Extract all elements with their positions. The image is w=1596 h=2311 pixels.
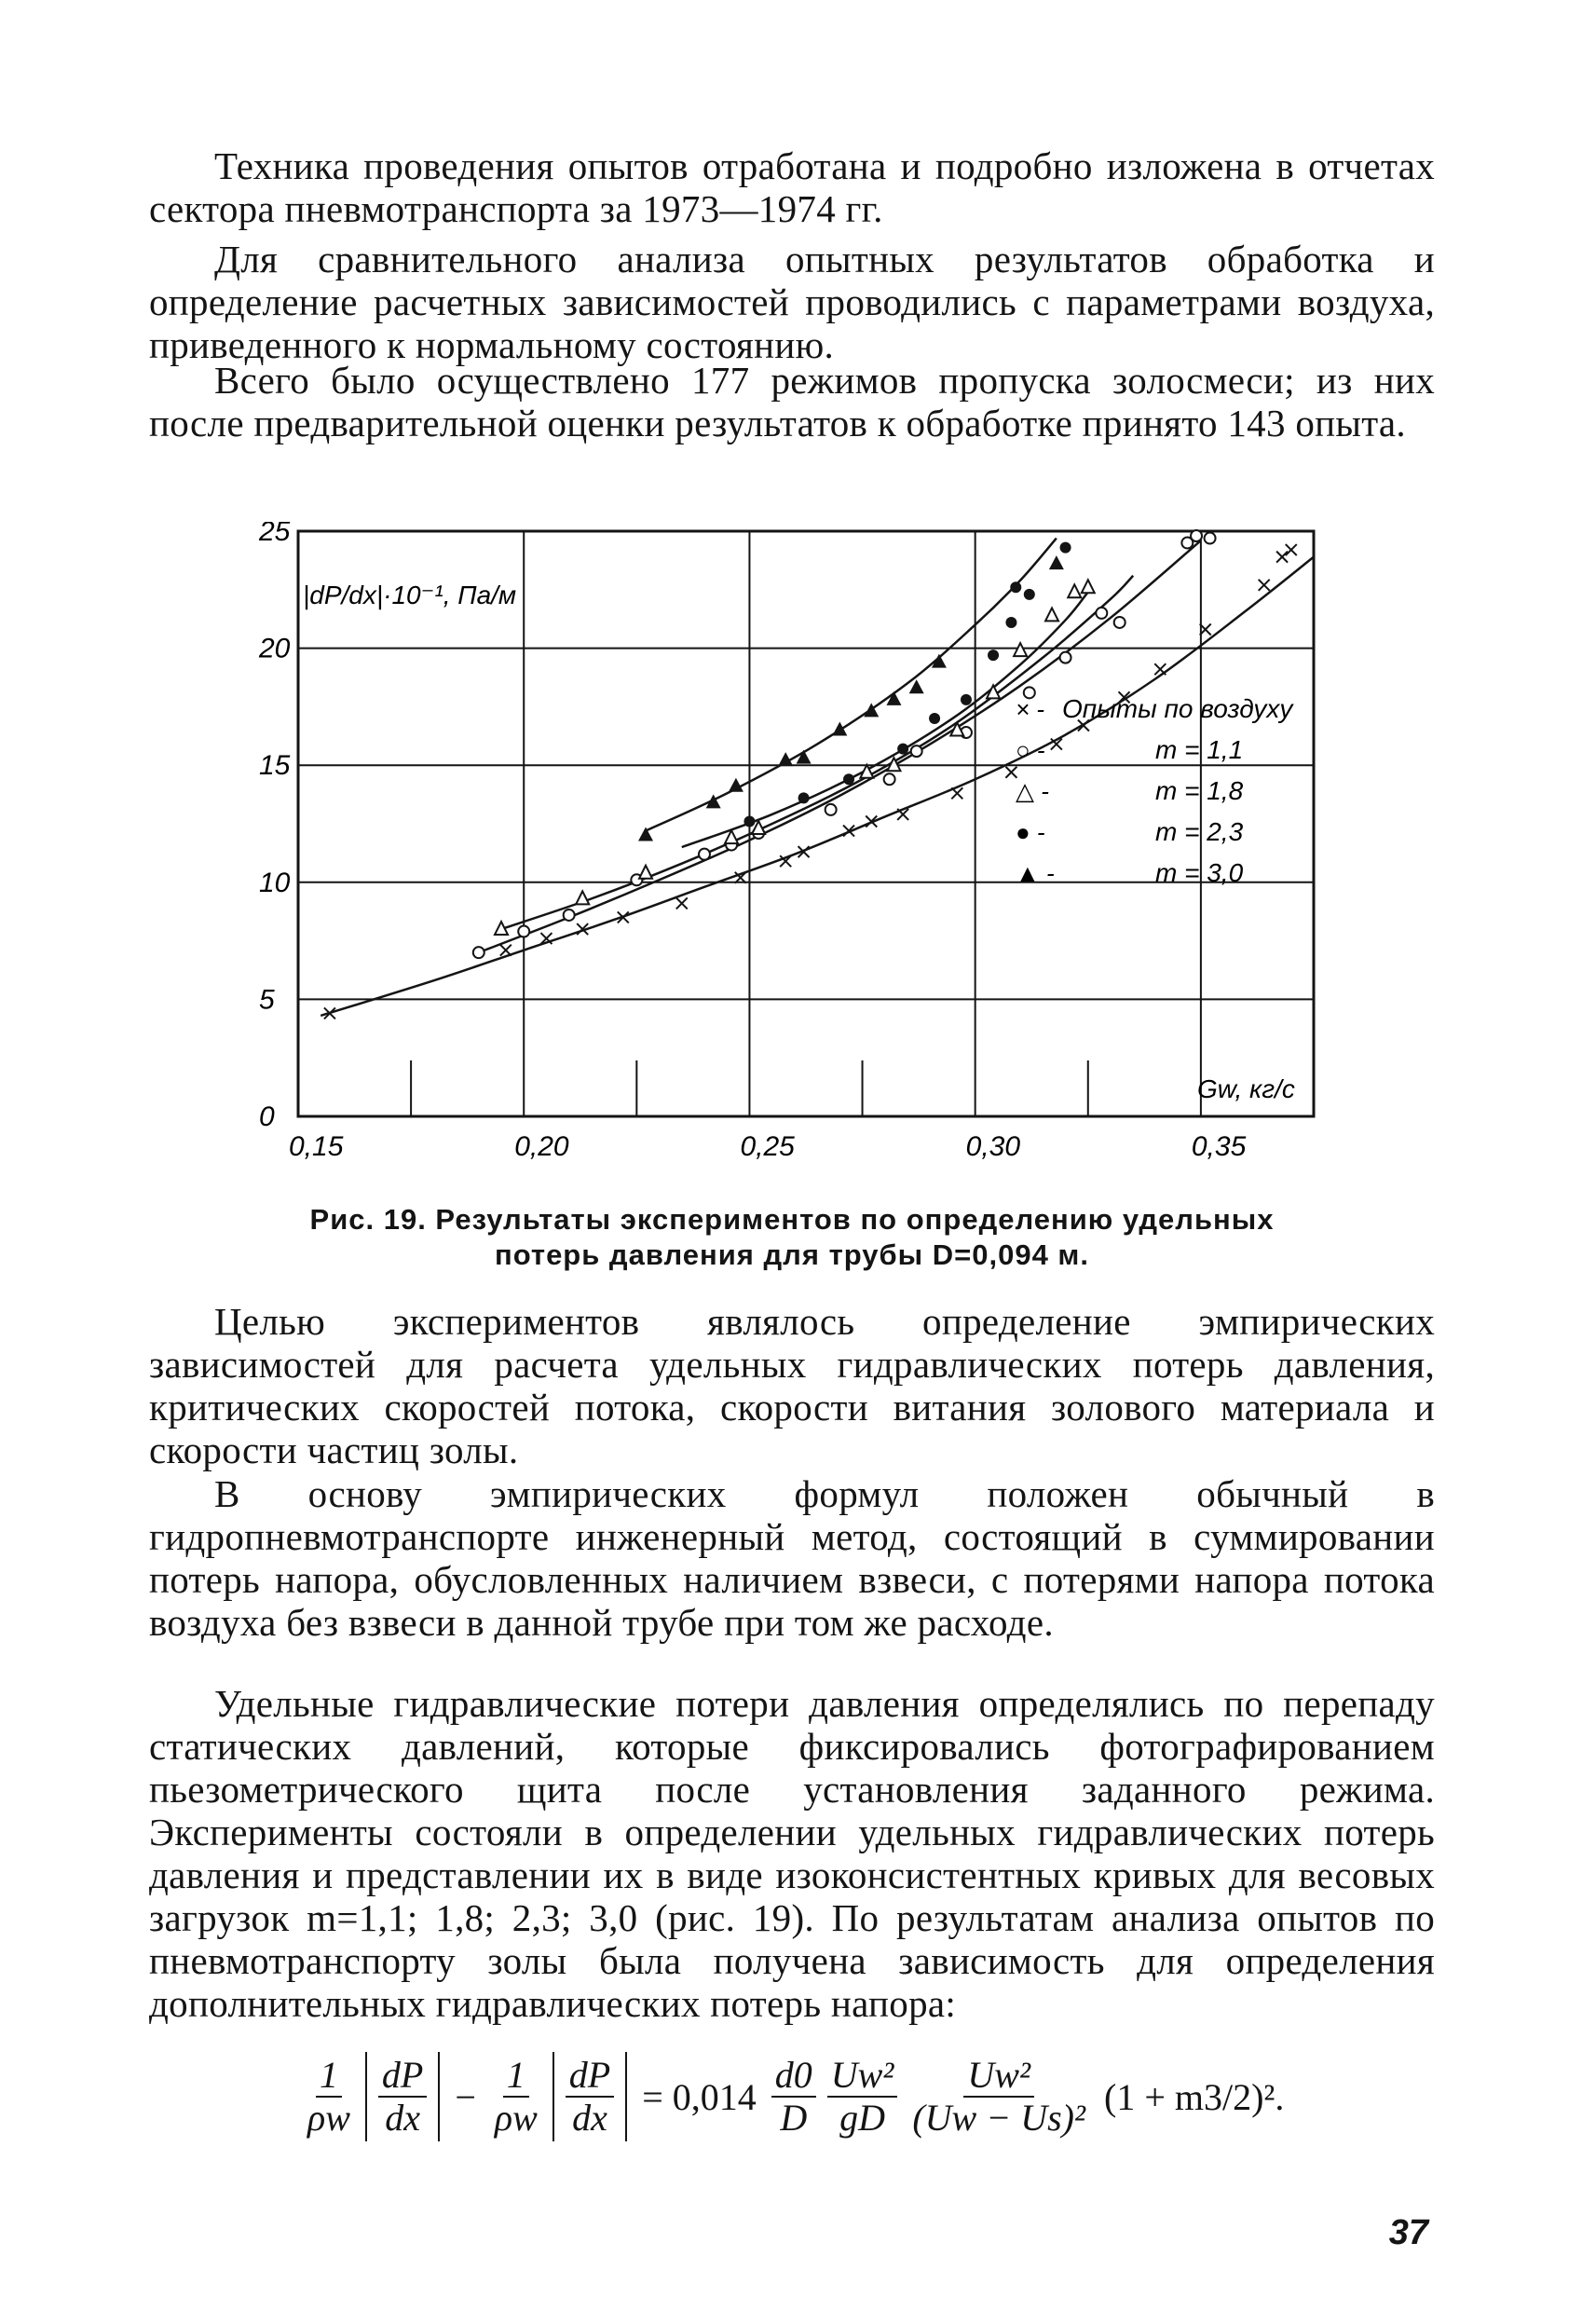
y-axis-label: |dP/dx|·10⁻¹, Па/м	[303, 581, 517, 609]
y-tick-label: 25	[259, 522, 291, 547]
paragraph-2: Для сравнительного анализа опытных результатов обработка и определение расчетных зависимостей проводились с параметрами воздуха, приведенного к нормальному состоянию.	[149, 238, 1435, 366]
x-tick-label: 0,20	[514, 1131, 569, 1162]
legend-marker: × -	[1016, 695, 1045, 723]
data-point	[1096, 608, 1107, 619]
page-number: 37	[1388, 2213, 1428, 2252]
data-point	[798, 792, 810, 803]
x-axis-label: Gw, кг/с	[1197, 1074, 1295, 1103]
data-point	[699, 849, 710, 860]
y-tick-label: 15	[259, 750, 291, 782]
data-point	[639, 866, 652, 879]
y-tick-label: 10	[259, 867, 291, 898]
data-point	[1005, 767, 1016, 778]
chart-labels	[303, 581, 1295, 1103]
legend-marker: ○ -	[1016, 736, 1045, 764]
legend-label: m = 1,8	[1155, 776, 1244, 805]
data-point	[832, 722, 847, 736]
data-point	[500, 945, 512, 956]
data-point	[911, 745, 922, 757]
series-curve	[646, 539, 1057, 831]
formula-frac-3: $\frac{1}{\rho w}$	[494, 2054, 538, 2139]
paragraph-5: В основу эмпирических формул положен обычный в гидропневмотранспорте инженерный метод, состоящий в суммировании потерь напора, обусловленных наличием взвеси, с потерями напора потока воздуха без взвеси в данной трубе при том же расходе.	[149, 1472, 1435, 1644]
data-point	[1205, 533, 1216, 544]
data-point	[884, 773, 895, 785]
formula-frac-5: $\frac{d0}{D}$	[771, 2055, 816, 2139]
formula-frac-6: $\frac{\text{Uw²}}{gD}$	[827, 2055, 898, 2139]
data-point	[1114, 617, 1125, 628]
x-tick-label: 0,15	[289, 1131, 344, 1162]
data-point	[1068, 584, 1081, 597]
formula-equals: = 0,014	[642, 2075, 757, 2118]
data-point	[1082, 580, 1095, 593]
data-point	[1014, 643, 1027, 656]
paragraph-1: Техника проведения опытов отработана и подробно изложена в отчетах сектора пневмотранспорта за 1973—1974 гг.	[149, 144, 1435, 230]
data-point	[929, 713, 940, 724]
data-point	[576, 891, 589, 904]
legend-label: Опыты по воздуху	[1062, 694, 1293, 723]
data-point	[797, 750, 812, 764]
series-curve	[479, 540, 1201, 952]
data-point	[1060, 652, 1071, 663]
legend-label: m = 3,0	[1155, 858, 1244, 887]
formula-tail: (1 + m3/2)².	[1104, 2075, 1285, 2118]
y-tick-label: 5	[259, 984, 275, 1016]
legend-label: m = 2,3	[1155, 817, 1244, 846]
data-point	[743, 815, 755, 827]
data-point	[1060, 542, 1071, 554]
caption-line-2: потерь давления для трубы D=0,094 м.	[495, 1238, 1089, 1271]
data-point	[564, 909, 575, 921]
data-point	[1154, 663, 1166, 675]
x-tick-label: 0,30	[965, 1131, 1021, 1162]
legend-label: m = 1,1	[1155, 735, 1244, 764]
data-point	[1191, 530, 1202, 541]
data-point	[1259, 580, 1270, 591]
formula-frac-2: $\frac{dP}{dx}$	[378, 2055, 427, 2139]
data-point	[1286, 544, 1297, 555]
x-tick-label: 0,25	[740, 1131, 795, 1162]
data-point	[1049, 555, 1064, 569]
formula-frac-4: $\frac{dP}{dx}$	[566, 2055, 614, 2139]
paragraph-3: Всего было осуществлено 177 режимов пропуска золосмеси; из них после предварительной оценки результатов к обработке принято 143 опыта.	[149, 359, 1435, 444]
figure-caption	[252, 1202, 1332, 1273]
data-point	[961, 694, 972, 705]
paragraph-6: Удельные гидравлические потери давления определялись по перепаду статических давлений, которые фиксировались фотографированием пьезометрического щита после установления заданного режима. Эксперименты состояли в определении удельных гидравлических потерь давления и представлении их в виде изоконсистентных кривых для весовых загрузок m=1,1; 1,8; 2,3; 3,0 (рис. 19). По результатам анализа опытов по пневмотранспорту золы была получена зависимость для определения дополнительных гидравлических потерь напора:	[149, 1682, 1435, 2025]
data-point	[951, 787, 962, 799]
y-tick-label: 0	[259, 1101, 275, 1132]
data-point	[897, 744, 908, 755]
data-point	[676, 897, 688, 909]
data-point	[988, 650, 999, 661]
data-point	[843, 773, 854, 785]
x-tick-label: 0,35	[1191, 1131, 1247, 1162]
data-point	[1276, 552, 1288, 563]
legend-marker: △ -	[1016, 777, 1049, 805]
data-point	[825, 804, 837, 815]
data-point	[1045, 608, 1058, 621]
data-point	[473, 947, 484, 958]
formula: $\frac{1}{\rho w}$ $\frac{dP}{dx}$ − $\frac{1}{\rho w}$ $\frac{dP}{dx}$ = 0,014 $\frac{d0}{D}$ $\frac{\text{Uw²}}{gD}$ $\frac{\text{Uw²}}{\text{(Uw − Us)²}}$ (1 + m3/2)².	[298, 2045, 1293, 2148]
y-tick-label: 20	[259, 633, 291, 664]
formula-frac-1: $\frac{1}{\rho w}$	[307, 2054, 350, 2139]
data-point	[1010, 581, 1021, 593]
caption-line-1: Рис. 19. Результаты экспериментов по определению удельных	[309, 1203, 1275, 1236]
paragraph-4: Целью экспериментов являлось определение эмпирических зависимостей для расчета удельных гидравлических потерь давления, критических скоростей потока, скорости витания золового материала и скорости частиц золы.	[149, 1300, 1435, 1471]
data-point	[518, 926, 529, 937]
legend-marker: ● -	[1016, 818, 1045, 846]
legend-marker: ▲ -	[1016, 859, 1055, 887]
pressure-loss-chart	[233, 522, 1332, 1165]
data-point	[1024, 589, 1035, 600]
chart-legend	[1016, 694, 1294, 887]
data-point	[1005, 617, 1016, 628]
formula-frac-7: $\frac{\text{Uw²}}{\text{(Uw − Us)²}}$	[912, 2054, 1085, 2139]
